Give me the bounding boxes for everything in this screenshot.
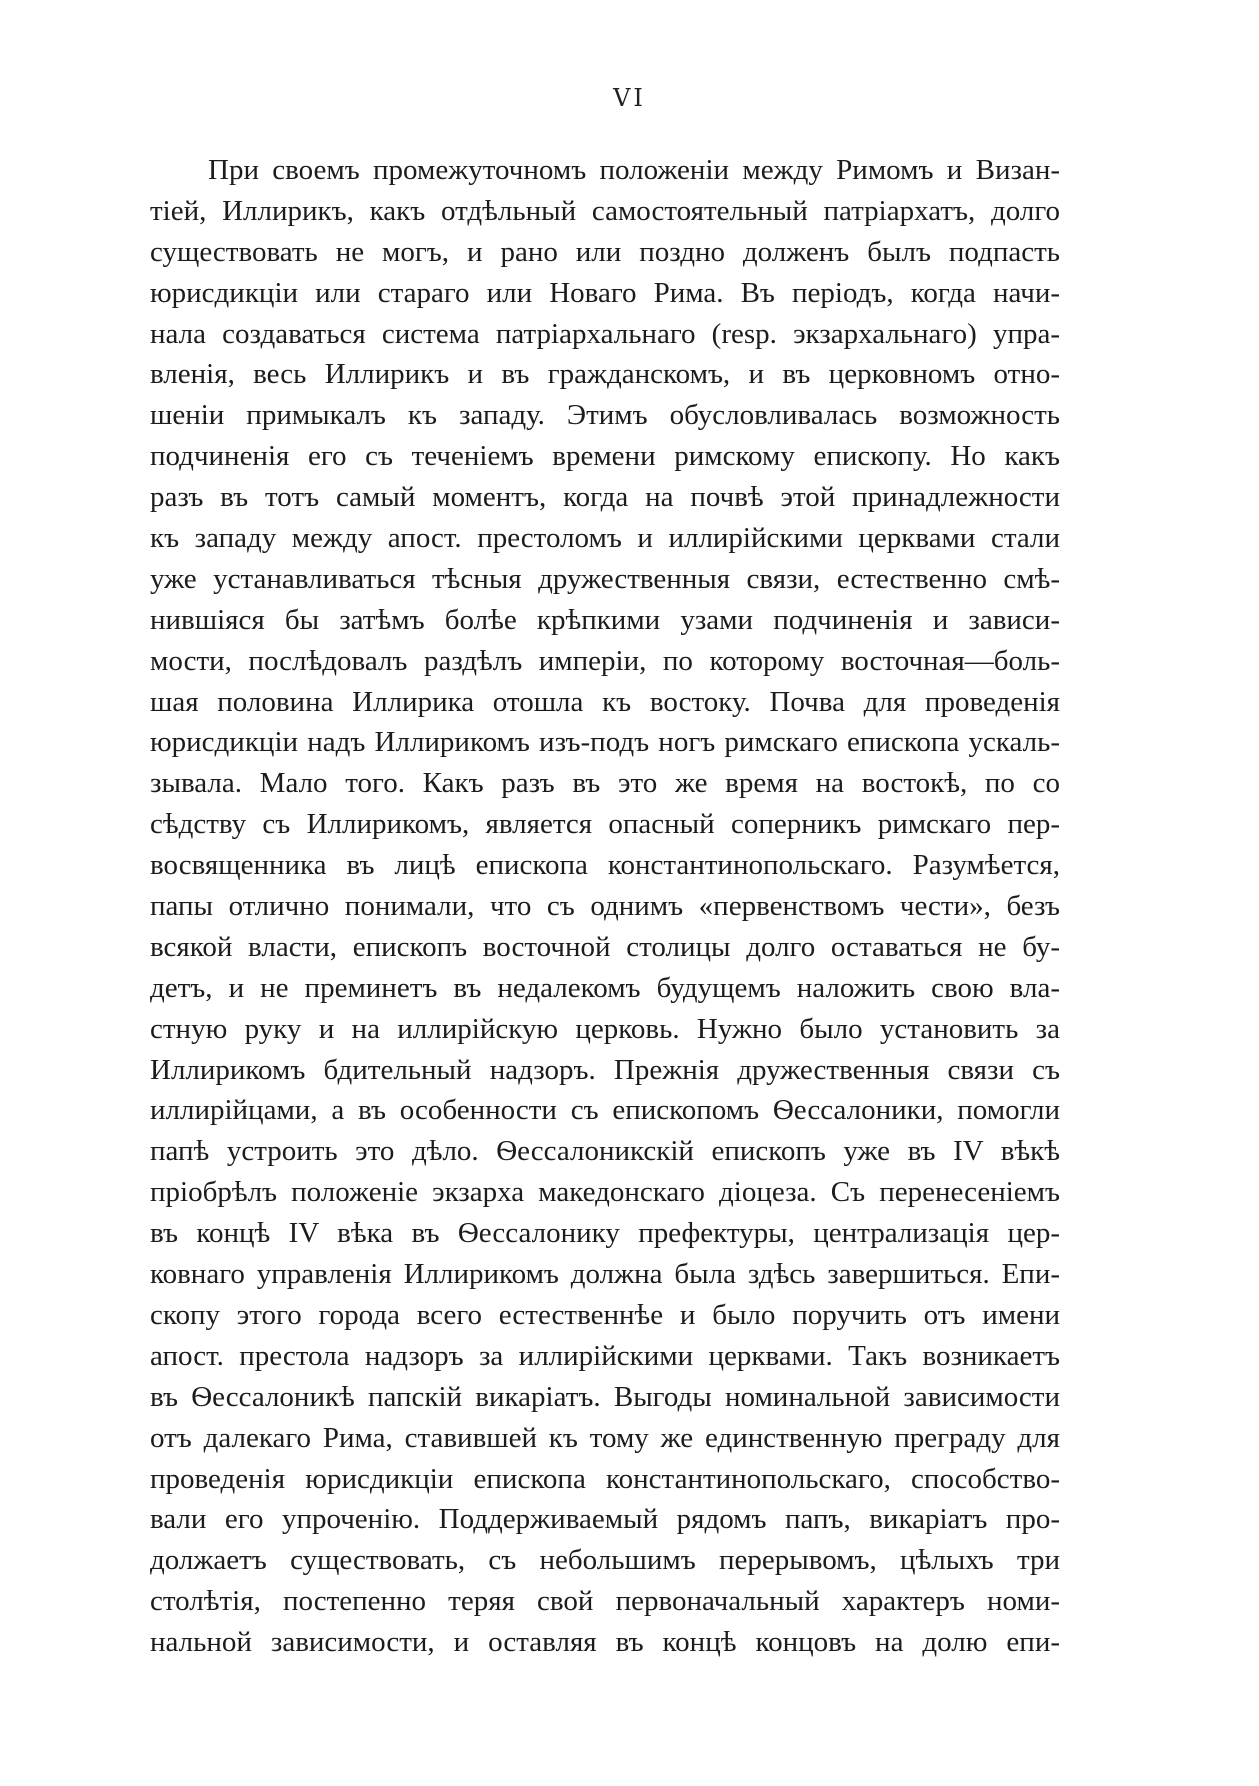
text-line: разъ въ тотъ самый моментъ, когда на почвѣ этой принадлежности [150,481,1060,514]
text-line: нала создаваться система патрiархальнаго (resp. экзархальнаго) упра- [150,317,1060,350]
text-line: прiобрѣлъ положенiе экзарха македонскаго дiоцеза. Съ перенесенiемъ [150,1176,1060,1209]
text-line: зывала. Мало того. Какъ разъ въ это же время на востокѣ, по со [150,767,1060,800]
text-line: проведенiя юрисдикцiи епископа константинопольскаго, способство- [150,1462,1060,1495]
text-line: въ концѣ IV вѣка въ Ѳессалонику префектуры, централизацiя цер- [150,1217,1060,1250]
text-line: иллирiйцами, а въ особенности съ епископомъ Ѳессалоники, помогли [150,1094,1060,1127]
body-text [150,150,1060,1663]
text-line: сѣдству съ Иллирикомъ, является опасный соперникъ римскаго пер- [150,808,1060,841]
text-line: вленiя, весь Иллирикъ и въ гражданскомъ, и въ церковномъ отно- [150,358,1060,391]
text-line: должаетъ существовать, съ небольшимъ перерывомъ, цѣлыхъ три [150,1544,1060,1577]
text-line: апост. престола надзоръ за иллирiйскими церквами. Такъ возникаетъ [150,1339,1060,1372]
text-line: ковнаго управленiя Иллирикомъ должна была здѣсь завершиться. Епи- [150,1258,1060,1291]
text-line: скопу этого города всего естественнѣе и было поручить отъ имени [150,1298,1060,1331]
text-line: стную руку и на иллирiйскую церковь. Нужно было установить за [150,1012,1060,1045]
text-line: юрисдикцiи надъ Иллирикомъ изъ-подъ ногъ римскаго епископа ускаль- [150,726,1060,759]
text-line: При своемъ промежуточномъ положенiи между Римомъ и Визан- [208,154,1060,186]
text-line: въ Ѳессалоникѣ папскiй викарiатъ. Выгоды номинальной зависимости [150,1380,1060,1413]
text-line: нившiяся бы затѣмъ болѣе крѣпкими узами подчиненiя и зависи- [150,603,1060,636]
text-line: папѣ устроить это дѣло. Ѳессалоникскiй епископъ уже въ IV вѣкѣ [150,1135,1060,1168]
text-line: уже устанавливаться тѣсныя дружественныя связи, естественно смѣ- [150,562,1060,595]
text-line: столѣтiя, постепенно теряя свой первоначальный характеръ номи- [150,1585,1060,1618]
text-line: всякой власти, епископъ восточной столицы долго оставаться не бу- [150,930,1060,963]
text-line: шенiи примыкалъ къ западу. Этимъ обусловливалась возможность [150,399,1060,432]
page-number: VI [613,84,646,112]
text-line: подчиненiя его съ теченiемъ времени римскому епископу. Но какъ [150,440,1060,473]
text-line: нальной зависимости, и оставляя въ концѣ концовъ на долю епи- [150,1626,1060,1659]
text-line: шая половина Иллирика отошла къ востоку. Почва для проведенiя [150,685,1060,718]
text-line: мости, послѣдовалъ раздѣлъ имперiи, по которому восточная—боль- [150,644,1060,677]
text-line: отъ далекаго Рима, ставившей къ тому же единственную преграду для [150,1421,1060,1454]
text-line: тiей, Иллирикъ, какъ отдѣльный самостоятельный патрiархатъ, долго [150,194,1060,227]
text-line: восвященника въ лицѣ епископа константинопольскаго. Разумѣется, [150,849,1060,882]
text-line: къ западу между апост. престоломъ и иллирiйскими церквами стали [150,522,1060,555]
text-line: юрисдикцiи или стараго или Новаго Рима. Въ перiодъ, когда начи- [150,276,1060,309]
text-line: Иллирикомъ бдительный надзоръ. Прежнiя дружественныя связи съ [150,1053,1060,1086]
text-line: папы отлично понимали, что съ однимъ «первенствомъ чести», безъ [150,890,1060,923]
text-line: существовать не могъ, и рано или поздно долженъ былъ подпасть [150,235,1060,268]
text-line: вали его упроченiю. Поддерживаемый рядомъ папъ, викарiатъ про- [150,1503,1060,1536]
text-line: детъ, и не преминетъ въ недалекомъ будущемъ наложить свою вла- [150,971,1060,1004]
